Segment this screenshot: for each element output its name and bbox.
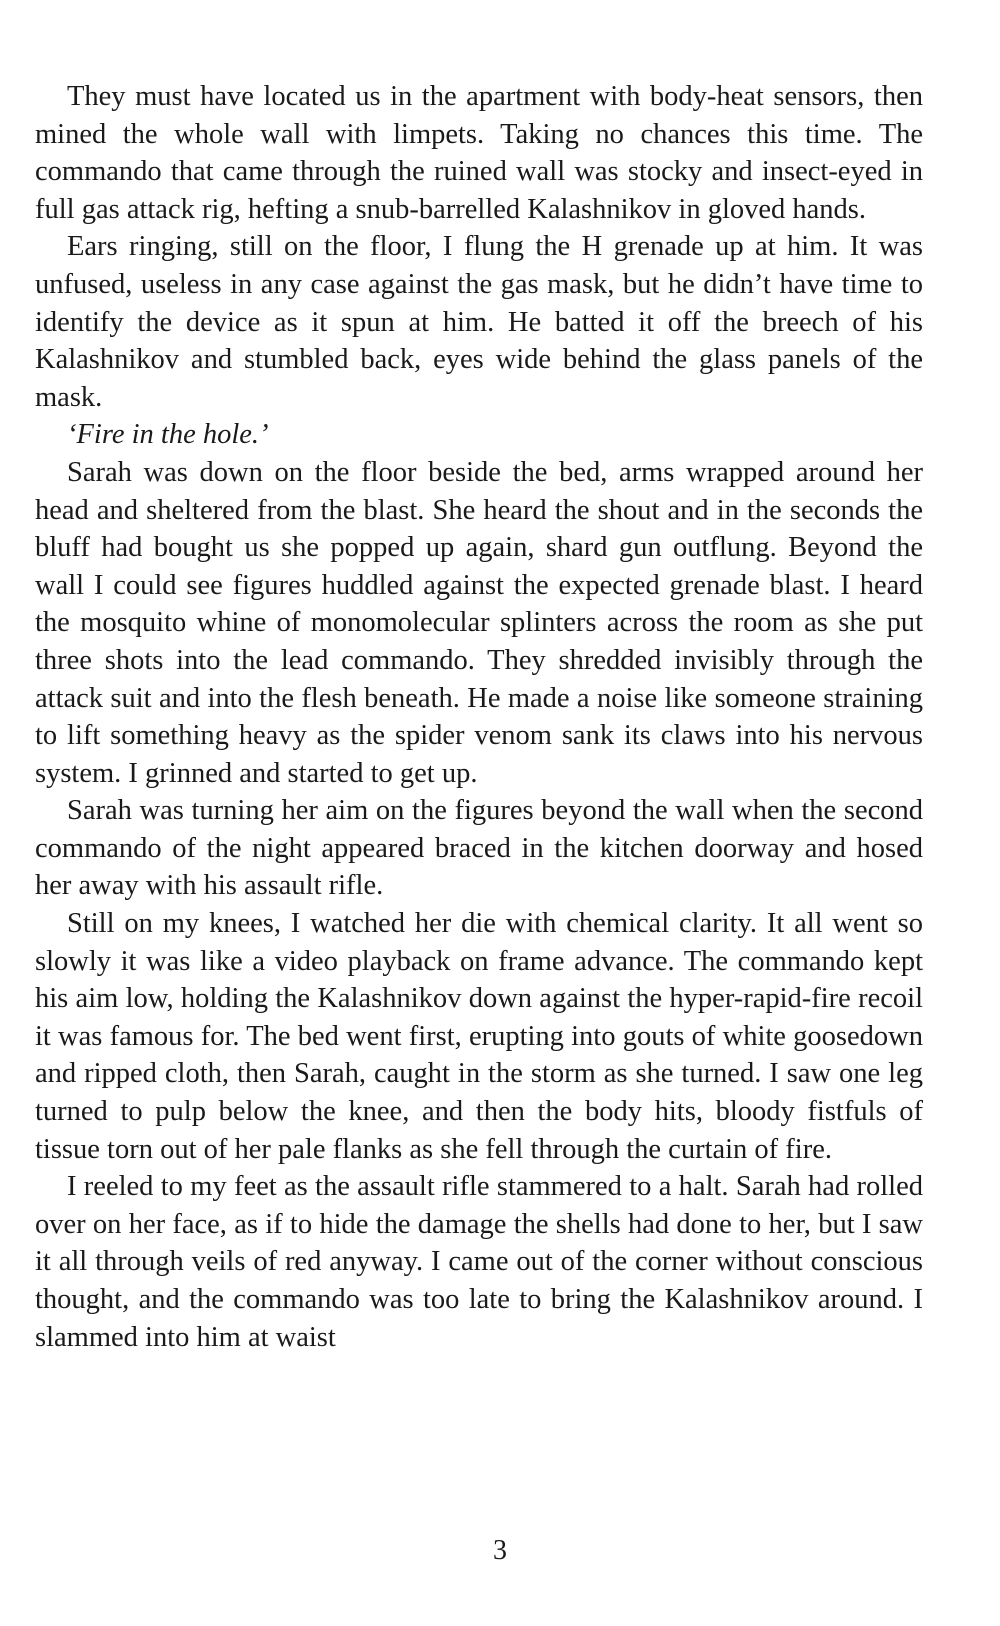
paragraph: Still on my knees, I watched her die with chemical clarity. It all went so slowly it was like a video playback on frame advance. The commando kept his aim low, holding the Kalashnikov down against the hyper-rapid-fire recoil it was famous for. The bed went first, erupting into gouts of white goosedown and ripped cloth, then Sarah, caught in the storm as she turned. I saw one leg turned to pulp below the knee, and then the body hits, bloody fistfuls of tissue torn out of her pale flanks as she fell through the curtain of fire. <box>35 908 923 1165</box>
paragraph: They must have located us in the apartment with body-heat sensors, then mined the whole wall with limpets. Taking no chances this time. The commando that came through the ruined wall was stocky and insect-eyed in full gas attack rig, hefting a snub-barrelled Kalashnikov in gloved hands. <box>35 81 923 225</box>
paragraph: Ears ringing, still on the floor, I flung the H grenade up at him. It was unfused, useless in any case against the gas mask, but he didn’t have time to identify the device as it spun at him. He batted it off the breech of his Kalashnikov and stumbled back, eyes wide behind the glass panels of the mask. <box>35 231 923 413</box>
paragraph: I reeled to my feet as the assault rifle stammered to a halt. Sarah had rolled over on her face, as if to hide the damage the shells had done to her, but I saw it all through veils of red anyway. I came out of the corner without conscious thought, and the commando was too late to bring the Kalashnikov around. I slammed into him at waist <box>35 1171 923 1353</box>
body-text <box>35 78 923 1356</box>
paragraph-italic-quote: ‘Fire in the hole.’ <box>67 419 269 451</box>
page-number: 3 <box>493 1535 507 1566</box>
paragraph: Sarah was down on the floor beside the bed, arms wrapped around her head and sheltered from the blast. She heard the shout and in the seconds the bluff had bought us she popped up again, shard gun outflung. Beyond the wall I could see figures huddled against the expected grenade blast. I heard the mosquito whine of monomolecular splinters across the room as she put three shots into the lead commando. They shredded invisibly through the attack suit and into the flesh beneath. He made a noise like someone straining to lift something heavy as the spider venom sank its claws into his nervous system. I grinned and started to get up. <box>35 456 923 789</box>
paragraph: Sarah was turning her aim on the figures beyond the wall when the second commando of the night appeared braced in the kitchen doorway and hosed her away with his assault rifle. <box>35 795 923 902</box>
